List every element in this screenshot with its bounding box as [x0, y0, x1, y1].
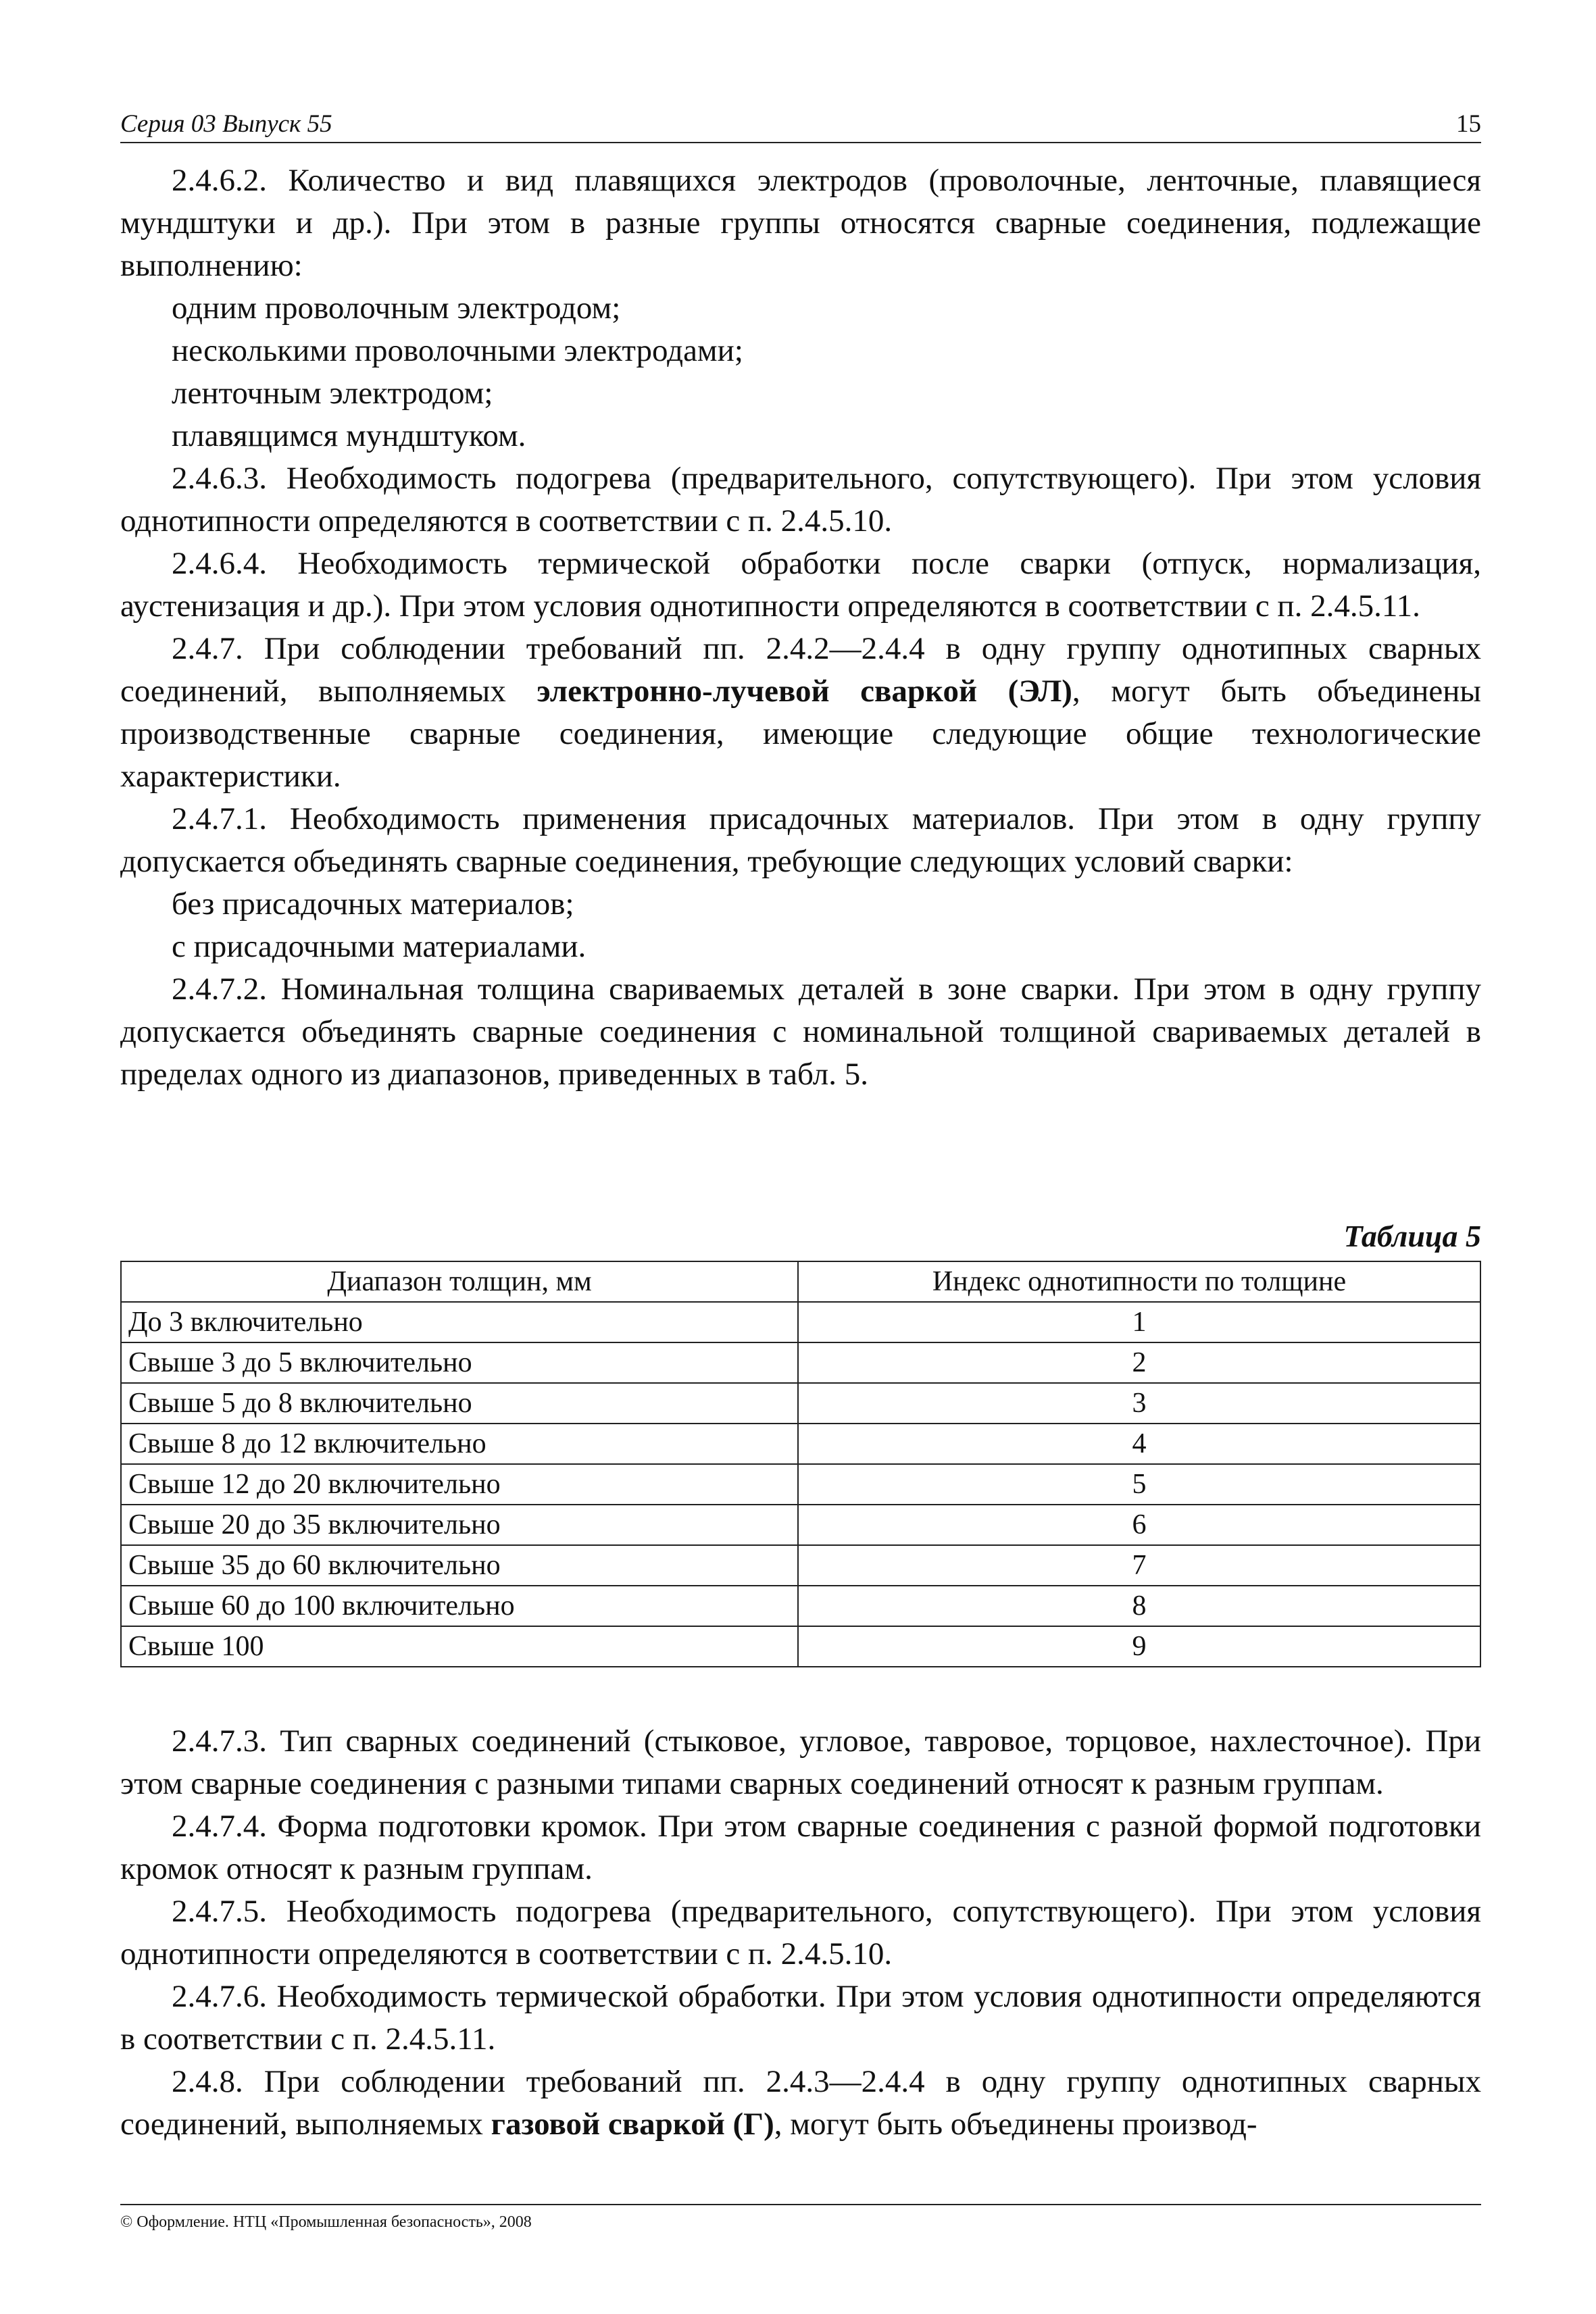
bold-term: газовой сваркой (Г): [491, 2107, 774, 2142]
series-title: Серия 03 Выпуск 55: [120, 110, 332, 138]
bold-term: электронно-лучевой сваркой (ЭЛ): [537, 674, 1072, 709]
column-header-range: Диапазон толщин, мм: [121, 1261, 798, 1302]
text-run: , могут быть объединены производственные сварные соединения, имеющие следующие общие технологические характеристики.: [120, 674, 1482, 794]
table-row: [121, 1464, 1480, 1505]
index-cell: 3: [798, 1383, 1480, 1424]
paragraph-2-4-6-2: 2.4.6.2. Количество и вид плавящихся электродов (проволочные, ленточные, плавящиеся мундштуки и др.). При этом в разные группы относятся сварные соединения, подлежащие выполнению:: [120, 163, 1481, 283]
index-cell: 2: [798, 1342, 1480, 1383]
list-item: одним проволочным электродом;: [172, 291, 621, 326]
column-header-index: Индекс однотипности по толщине: [798, 1261, 1480, 1302]
range-cell: Свыше 8 до 12 включительно: [121, 1424, 798, 1464]
list-item: ленточным электродом;: [172, 376, 493, 411]
text-run: 2.4.7. При соблюдении требований пп. 2.4.2—2.4.4 в одну группу однотипных сварных соединений, выполняемых: [120, 631, 1481, 709]
paragraph-2-4-6-4: 2.4.6.4. Необходимость термической обработки после сварки (отпуск, нормализация, аустенизация и др.). При этом условия однотипности определяются в соответствии с п. 2.4.5.11.: [120, 546, 1481, 624]
table-row: [121, 1302, 1480, 1342]
range-cell: Свыше 60 до 100 включительно: [121, 1586, 798, 1626]
index-cell: 5: [798, 1464, 1480, 1505]
text-run: , могут быть объединены производ-: [774, 2107, 1257, 2142]
range-cell: До 3 включительно: [121, 1302, 798, 1342]
range-cell: Свыше 100: [121, 1626, 798, 1667]
text-run: 2.4.8. При соблюдении требований пп. 2.4.3—2.4.4 в одну группу однотипных сварных соединений, выполняемых: [120, 2064, 1481, 2142]
paragraph-2-4-7-1: 2.4.7.1. Необходимость применения присадочных материалов. При этом в одну группу допускается объединять сварные соединения, требующие следующих условий сварки:: [120, 801, 1481, 879]
list-item: с присадочными материалами.: [172, 929, 587, 964]
list-item: несколькими проволочными электродами;: [172, 333, 743, 368]
range-cell: Свыше 20 до 35 включительно: [121, 1505, 798, 1545]
table-row: [121, 1383, 1480, 1424]
thickness-table: [120, 1261, 1481, 1667]
index-cell: 1: [798, 1302, 1480, 1342]
range-cell: Свыше 35 до 60 включительно: [121, 1545, 798, 1586]
table-row: [121, 1545, 1480, 1586]
table-row: [121, 1505, 1480, 1545]
page-number: 15: [1456, 110, 1481, 138]
index-cell: 6: [798, 1505, 1480, 1545]
index-cell: 9: [798, 1626, 1480, 1667]
table-row: [121, 1424, 1480, 1464]
paragraph-2-4-6-3: 2.4.6.3. Необходимость подогрева (предварительного, сопутствующего). При этом условия однотипности определяются в соответствии с п. 2.4.5.10.: [120, 461, 1481, 538]
range-cell: Свыше 3 до 5 включительно: [121, 1342, 798, 1383]
running-header: [120, 107, 1481, 143]
range-cell: Свыше 5 до 8 включительно: [121, 1383, 798, 1424]
paragraph-2-4-7-2: 2.4.7.2. Номинальная толщина свариваемых деталей в зоне сварки. При этом в одну группу допускается объединять сварные соединения с номинальной толщиной свариваемых деталей в пределах одного из диапазонов, приведенных в табл. 5.: [120, 972, 1481, 1092]
footer-copyright: © Оформление. НТЦ «Промышленная безопасность», 2008: [120, 2213, 532, 2231]
list-item: без присадочных материалов;: [172, 886, 574, 922]
paragraph-2-4-7: [120, 628, 1481, 798]
index-cell: 4: [798, 1424, 1480, 1464]
footer-rule: [120, 2204, 1481, 2205]
index-cell: 7: [798, 1545, 1480, 1586]
paragraph-2-4-7-3: 2.4.7.3. Тип сварных соединений (стыковое, угловое, тавровое, торцовое, нахлесточное). При этом сварные соединения с разными типами сварных соединений относят к разным группам.: [120, 1724, 1481, 1801]
list-item: плавящимся мундштуком.: [172, 418, 526, 453]
table-header-row: [121, 1261, 1480, 1302]
table-row: [121, 1626, 1480, 1667]
paragraph-2-4-8: [120, 2061, 1481, 2146]
paragraph-2-4-7-4: 2.4.7.4. Форма подготовки кромок. При этом сварные соединения с разной формой подготовки кромок относят к разным группам.: [120, 1809, 1481, 1886]
paragraph-2-4-7-6: 2.4.7.6. Необходимость термической обработки. При этом условия однотипности определяются в соответствии с п. 2.4.5.11.: [120, 1979, 1481, 2057]
body-text-bottom: [120, 1720, 1481, 2146]
table-caption: Таблица 5: [1343, 1219, 1481, 1253]
index-cell: 8: [798, 1586, 1480, 1626]
table-row: [121, 1342, 1480, 1383]
paragraph-2-4-7-5: 2.4.7.5. Необходимость подогрева (предварительного, сопутствующего). При этом условия однотипности определяются в соответствии с п. 2.4.5.10.: [120, 1894, 1481, 1971]
body-text-top: [120, 159, 1481, 1096]
range-cell: Свыше 12 до 20 включительно: [121, 1464, 798, 1505]
table-row: [121, 1586, 1480, 1626]
